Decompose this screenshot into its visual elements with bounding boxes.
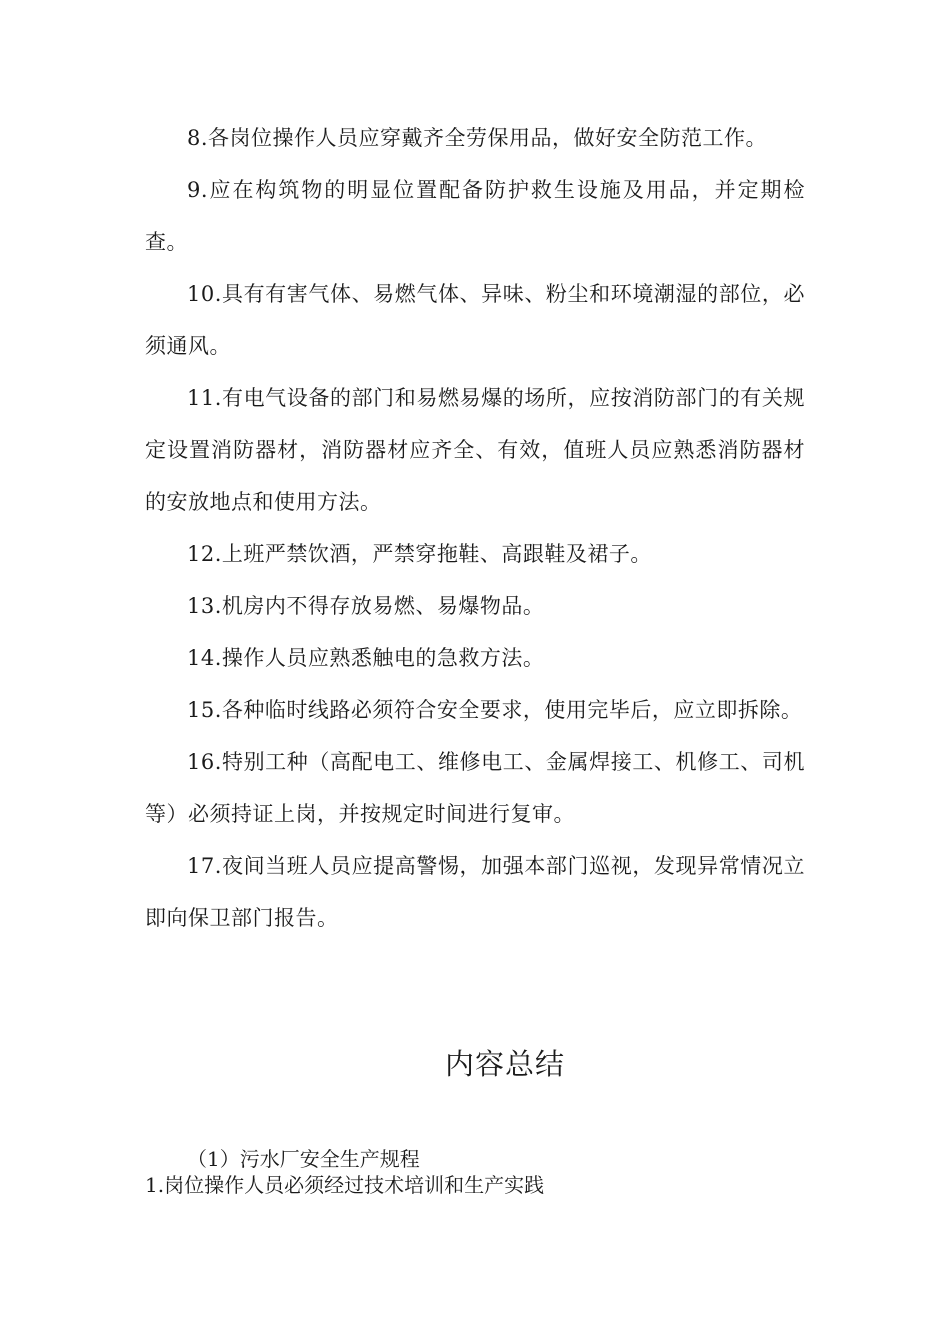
rule-11: 11.有电气设备的部门和易燃易爆的场所，应按消防部门的有关规定设置消防器材，消防器材应齐全、有效，值班人员应熟悉消防器材的安放地点和使用方法。	[145, 386, 805, 514]
rule-13: 13.机房内不得存放易燃、易爆物品。	[187, 594, 545, 618]
summary-first-line: 1.岗位操作人员必须经过技术培训和生产实践	[145, 1173, 545, 1197]
summary-block	[145, 1146, 805, 1198]
rule-14: 14.操作人员应熟悉触电的急救方法。	[187, 646, 545, 670]
rules-list	[145, 112, 805, 944]
rule-12: 12.上班严禁饮酒，严禁穿拖鞋、高跟鞋及裙子。	[187, 542, 652, 566]
rule-10: 10.具有有害气体、易燃气体、异味、粉尘和环境潮湿的部位，必须通风。	[145, 282, 805, 358]
summary-title: 内容总结	[444, 1047, 565, 1081]
rule-17: 17.夜间当班人员应提高警惕，加强本部门巡视，发现异常情况立即向保卫部门报告。	[145, 854, 805, 930]
rule-15: 15.各种临时线路必须符合安全要求，使用完毕后，应立即拆除。	[187, 698, 803, 722]
rule-8: 8.各岗位操作人员应穿戴齐全劳保用品，做好安全防范工作。	[187, 126, 768, 150]
summary-heading: （1）污水厂安全生产规程	[187, 1147, 420, 1171]
rule-16: 16.特别工种（高配电工、维修电工、金属焊接工、机修工、司机等）必须持证上岗，并按规定时间进行复审。	[145, 750, 805, 826]
rule-9: 9.应在构筑物的明显位置配备防护救生设施及用品，并定期检查。	[145, 178, 805, 254]
